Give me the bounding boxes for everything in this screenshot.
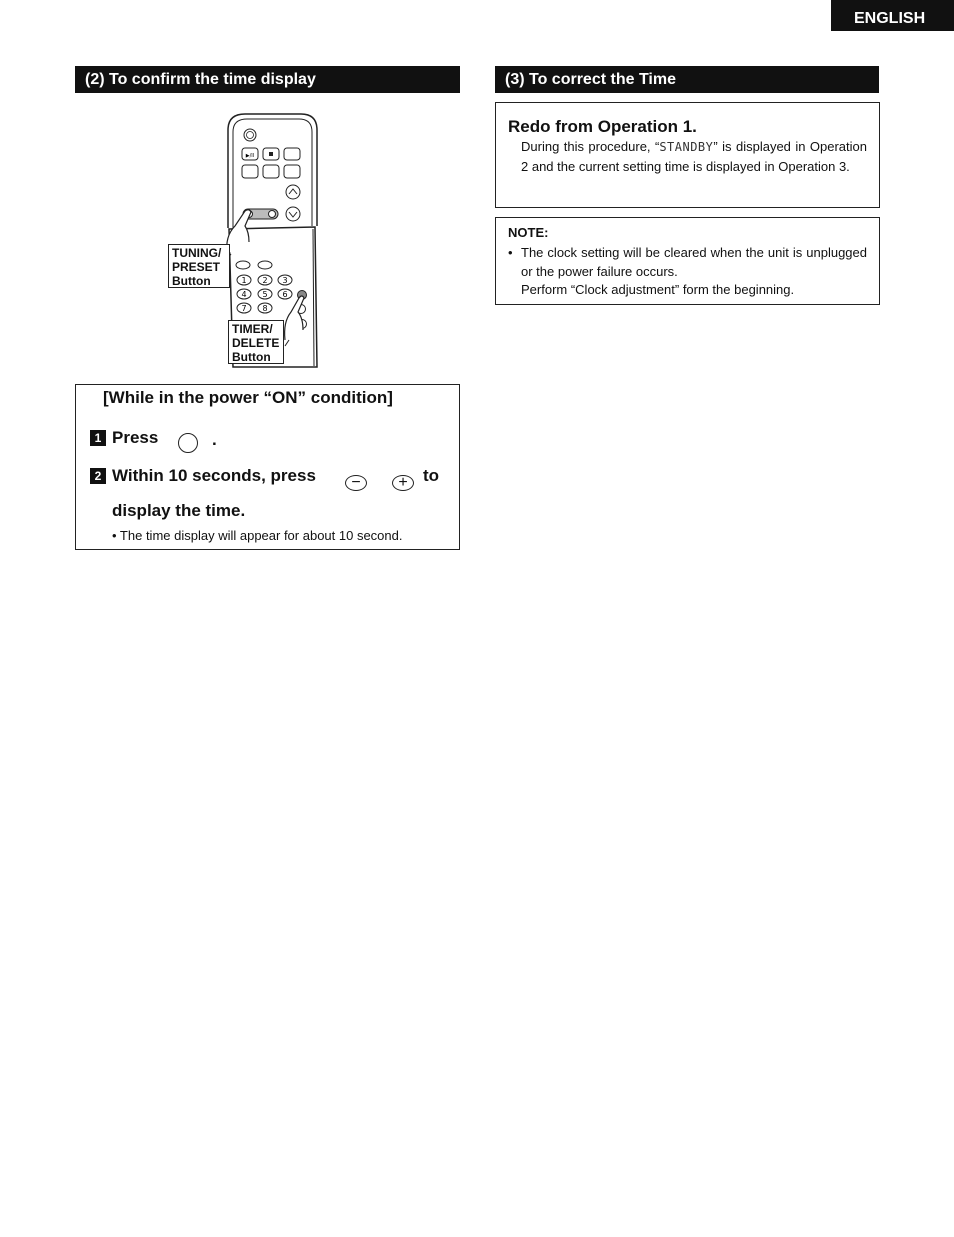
keypad-label: 8 xyxy=(262,304,268,313)
redo-instructions xyxy=(495,102,880,208)
keypad-label: 2 xyxy=(262,276,268,285)
keypad-label: 3 xyxy=(282,276,288,285)
plus-button-icon: + xyxy=(392,475,414,491)
keypad-label: 6 xyxy=(282,290,288,299)
step-number: 1 xyxy=(90,430,106,446)
standby-display-text: STANDBY xyxy=(659,140,714,154)
step-number: 2 xyxy=(90,468,106,484)
step-2: 2 Within 10 seconds, press xyxy=(90,466,316,486)
svg-text:▶/II: ▶/II xyxy=(245,153,255,159)
redo-title: Redo from Operation 1. xyxy=(508,117,697,136)
instruction-title: [While in the power “ON” condition] xyxy=(103,388,393,407)
minus-button-icon: − xyxy=(345,475,367,491)
note-body: • The clock setting will be cleared when the unit is unplugged or the power failure occurs. Perform “Clock adjustment” form the beginning. xyxy=(508,245,867,297)
note-box xyxy=(495,217,880,305)
power-on-instructions: [While in the power “ON” condition] 1 Press . 2 Within 10 seconds, press − + to display the time. • The time display will appear for about 10 second. xyxy=(75,384,460,550)
timer-delete-callout: TIMER/ DELETE Button xyxy=(228,320,284,364)
section-header-correct-time: (3) To correct the Time xyxy=(495,66,879,93)
step-1: 1 Press xyxy=(90,428,158,448)
timer-button-icon xyxy=(178,433,198,453)
keypad-label: 7 xyxy=(241,304,247,313)
tuning-preset-callout: TUNING/ PRESET Button xyxy=(168,244,230,288)
redo-body: During this procedure, “STANDBY” is displayed in Operation 2 and the current setting time is displayed in Operation 3. xyxy=(521,139,867,174)
keypad-label: 4 xyxy=(241,290,247,299)
keypad-label: 1 xyxy=(241,276,247,285)
bullet-note: • The time display will appear for about 10 second. xyxy=(112,528,403,543)
language-tab: ENGLISH xyxy=(831,0,954,31)
section-header-confirm-time: (2) To confirm the time display xyxy=(75,66,460,93)
step-2-continuation: display the time. xyxy=(112,501,246,520)
keypad-label: 5 xyxy=(262,290,268,299)
note-title: NOTE: xyxy=(508,225,549,240)
power-icon xyxy=(244,129,256,141)
